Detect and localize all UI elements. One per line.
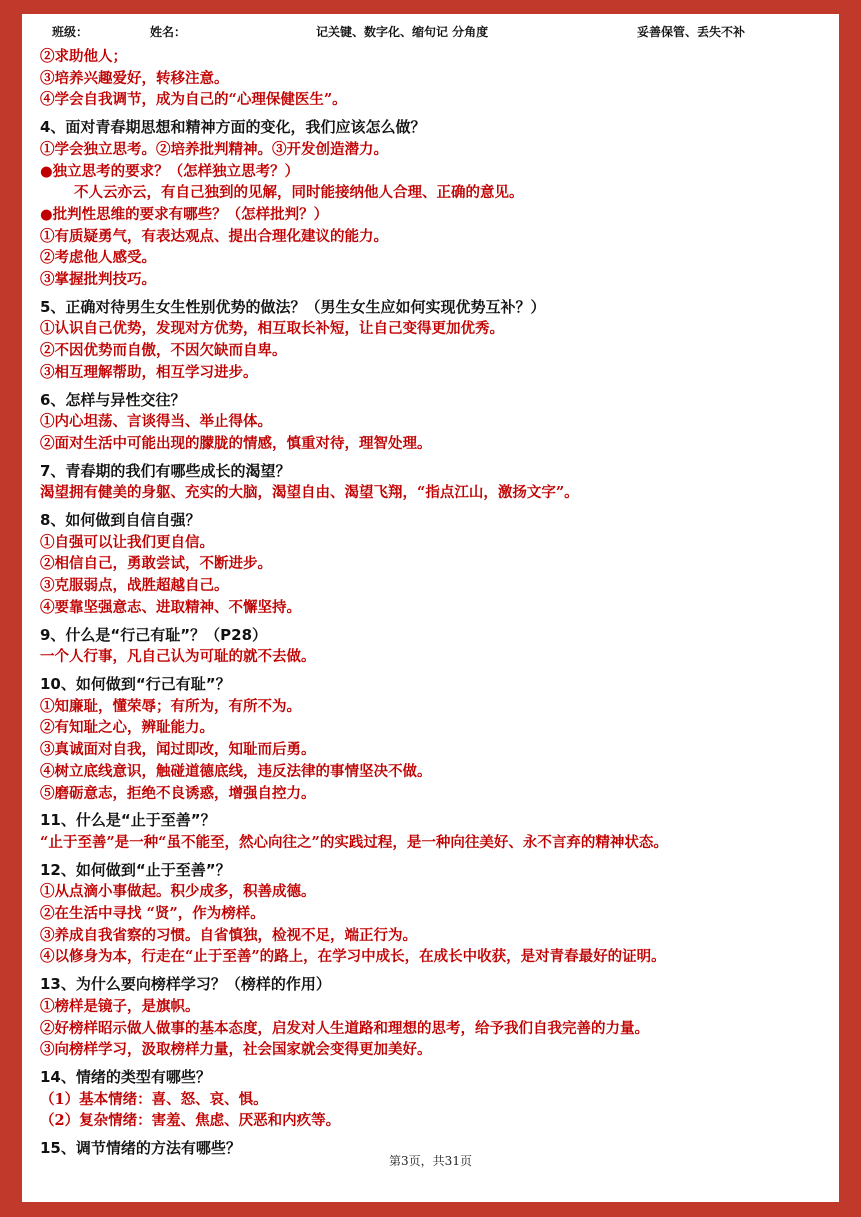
answer-line: ②面对生活中可能出现的朦胧的情感，慎重对待，理智处理。 [40, 434, 432, 452]
answer-line: ②有知耻之心，辨耻能力。 [40, 719, 214, 737]
answer-line: ①知廉耻，懂荣辱；有所为，有所不为。 [40, 697, 301, 715]
answer-line: ④学会自我调节，成为自己的“心理保健医生”。 [40, 91, 347, 109]
question-heading: 10、如何做到“行己有耻”？ [40, 674, 231, 693]
answer-line: 渴望拥有健美的身躯、充实的大脑，渴望自由、渴望飞翔，“指点江山，激扬文字”。 [40, 484, 579, 502]
answer-line: ③相互理解帮助，相互学习进步。 [40, 363, 258, 381]
answer-line: ②考虑他人感受。 [40, 249, 156, 267]
answer-line: ④树立底线意识，触碰道德底线，违反法律的事情坚决不做。 [40, 762, 432, 780]
answer-line: ①学会独立思考。②培养批判精神。③开发创造潜力。 [40, 140, 388, 158]
question-heading: 14、情绪的类型有哪些？ [40, 1067, 211, 1086]
question-heading: 12、如何做到“止于至善”？ [40, 860, 231, 879]
class-label: 班级： [52, 25, 89, 39]
answer-line: ③掌握批判技巧。 [40, 271, 156, 289]
answer-line: ②在生活中寻找 “贤”，作为榜样。 [40, 905, 265, 923]
answer-line: ②相信自己，勇敢尝试，不断进步。 [40, 555, 272, 573]
question-heading: 9、什么是“行己有耻”？（P28） [40, 625, 268, 644]
name-label: 姓名： [150, 25, 187, 39]
answer-line: ③培养兴趣爱好，转移注意。 [40, 69, 229, 87]
question-heading: 5、正确对待男生女生性别优势的做法？（男生女生应如何实现优势互补？） [40, 297, 546, 316]
answer-line: ①自强可以让我们更自信。 [40, 533, 214, 551]
answer-line: ③真诚面对自我，闻过即改，知耻而后勇。 [40, 741, 316, 759]
answer-line: ②好榜样昭示做人做事的基本态度，启发对人生道路和理想的思考，给予我们自我完善的力量。 [40, 1019, 649, 1037]
answer-line: ③向榜样学习，汲取榜样力量，社会国家就会变得更加美好。 [40, 1041, 432, 1059]
question-heading: 15、调节情绪的方法有哪些？ [40, 1139, 241, 1158]
question-heading: 13、为什么要向榜样学习？（榜样的作用） [40, 975, 331, 994]
keep-notice: 妥善保管、丢失不补 [637, 25, 746, 39]
answer-line: ⑤磨砺意志，拒绝不良诱惑，增强自控力。 [40, 784, 316, 802]
page-number: 第3页，共31页 [389, 1154, 472, 1168]
answer-line: “止于至善”是一种“虽不能至，然心向往之”的实践过程，是一种向往美好、永不言弃的精神状态。 [40, 833, 668, 851]
answer-line: （2）复杂情绪：害羞、焦虑、厌恶和内疚等。 [40, 1112, 341, 1130]
answer-line: 一个人行事，凡自己认为可耻的就不去做。 [40, 648, 316, 666]
answer-line: ④要靠坚强意志、进取精神、不懈坚持。 [40, 598, 301, 616]
answer-line: ④以修身为本，行走在“止于至善”的路上，在学习中成长，在成长中收获，是对青春最好的证明。 [40, 948, 666, 966]
page-header [22, 14, 839, 42]
memory-tips: 记关键、数字化、缩句记 分角度 [316, 25, 489, 39]
answer-line: ③养成自我省察的习惯。自省慎独，检视不足，端正行为。 [40, 926, 417, 944]
question-heading: 11、什么是“止于至善”？ [40, 811, 216, 830]
notes-body [40, 46, 835, 1160]
question-heading: 8、如何做到自信自强？ [40, 511, 201, 530]
answer-line: ①有质疑勇气，有表达观点、提出合理化建议的能力。 [40, 227, 388, 245]
answer-line: ③克服弱点，战胜超越自己。 [40, 577, 229, 595]
question-heading: 7、青春期的我们有哪些成长的渴望？ [40, 461, 291, 480]
question-heading: 4、面对青春期思想和精神方面的变化，我们应该怎么做？ [40, 118, 426, 137]
answer-line: ●批判性思维的要求有哪些？（怎样批判？） [40, 205, 329, 223]
answer-line: ●独立思考的要求？（怎样独立思考？） [40, 162, 300, 180]
question-heading: 6、怎样与异性交往？ [40, 390, 186, 409]
answer-line: （1）基本情绪：喜、怒、哀、惧。 [40, 1090, 268, 1108]
document-page [22, 14, 839, 1202]
answer-line: ②不因优势而自傲，不因欠缺而自卑。 [40, 342, 287, 360]
answer-line: ①认识自己优势，发现对方优势，相互取长补短，让自己变得更加优秀。 [40, 320, 504, 338]
answer-line: ①内心坦荡、言谈得当、举止得体。 [40, 413, 272, 431]
answer-line: 不人云亦云，有自己独到的见解，同时能接纳他人合理、正确的意见。 [74, 184, 524, 202]
answer-line: ②求助他人； [40, 48, 127, 65]
answer-line: ①从点滴小事做起。积少成多，积善成德。 [40, 883, 316, 901]
answer-line: ①榜样是镜子，是旗帜。 [40, 997, 200, 1015]
